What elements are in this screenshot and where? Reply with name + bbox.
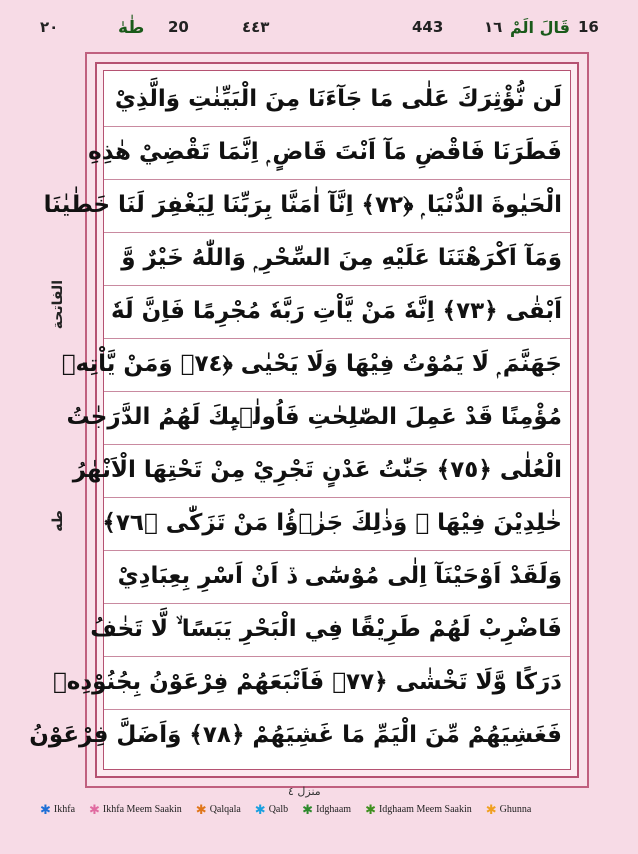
text-line (29, 707, 570, 763)
star-icon: ✱ (302, 802, 314, 817)
side-label-ruku: طه (50, 510, 66, 532)
legend-label: Ikhfa Meem Saakin (102, 804, 182, 815)
line-text: اَبْقٰى ﴿٧٣﴾ اِنَّهٗ مَنْ يَّاْتِ رَبَّهٗ مُجْرِمًا فَاِنَّ لَهٗ (111, 297, 562, 324)
legend-item (255, 803, 288, 816)
line-text: فَاضْرِبْ لَهُمْ طَرِيْقًا فِي الْبَحْرِ يَبَسًا ۙ لَّا تَخٰفُ (90, 615, 562, 642)
line-text: فَغَشِيَهُمْ مِّنَ الْيَمِّ مَا غَشِيَهُمْ ﴿٧٨﴾ وَاَضَلَّ فِرْعَوْنُ (29, 722, 562, 748)
legend-label: Qalb (268, 804, 289, 815)
text-line (90, 601, 570, 657)
para-number-ar: ١٦ (484, 18, 503, 36)
legend-label: Idghaam (316, 804, 352, 815)
legend-item (196, 803, 241, 816)
legend-label: Ghunna (499, 804, 532, 815)
para-number: 16 (578, 18, 599, 36)
line-text: لَن نُّؤْثِرَكَ عَلٰى مَا جَآءَنَا مِنَ الْبَيِّنٰتِ وَالَّذِيْ (114, 85, 562, 112)
star-icon: ✱ (89, 802, 100, 817)
star-icon: ✱ (40, 802, 51, 817)
text-line (104, 283, 570, 339)
legend-item (40, 803, 75, 816)
legend-item (486, 803, 532, 816)
juz-name: طٰهٰ (118, 18, 145, 38)
legend-label: Idghaam Meem Saakin (378, 804, 472, 815)
text-line (66, 389, 570, 445)
page-number-ar: ٤٤٣ (242, 18, 270, 36)
para-name: قَالَ الَمْ (510, 18, 570, 37)
line-text: خٰلِدِيْنَ فِيْهَا ۭ وَذٰلِكَ جَزٰۗؤُا مَنْ تَزَكّٰى ﴿٧٦﴾ (102, 509, 562, 536)
juz-number-ar: ٢٠ (40, 18, 59, 36)
legend-item (302, 803, 351, 816)
text-line (43, 177, 570, 233)
star-icon: ✱ (365, 802, 376, 817)
line-text: الْعُلٰى ﴿٧٥﴾ جَنّٰتُ عَدْنٍ تَجْرِيْ مِنْ تَحْتِهَا الْاَنْهٰرُ (72, 456, 562, 483)
side-label-surah: الفاتحة (50, 280, 66, 330)
text-line (104, 230, 570, 286)
text-line (104, 548, 570, 604)
text-line (72, 442, 570, 498)
line-text: وَمَآ اَكْرَهْتَنَا عَلَيْهِ مِنَ السِّحْرِ ۭ وَاللّٰهُ خَيْرٌ وَّ (121, 244, 562, 271)
star-icon: ✱ (254, 802, 266, 817)
star-icon: ✱ (485, 802, 497, 817)
juz-number: 20 (168, 18, 189, 36)
text-line (104, 495, 570, 551)
legend-item (89, 803, 182, 816)
text-line (88, 124, 570, 180)
line-text: جَهَنَّمَ ۭ لَا يَمُوْتُ فِيْهَا وَلَا يَحْيٰى ﴿٧٤﴾ وَمَنْ يَّاْتِهٖ (61, 350, 562, 377)
legend-label: Ikhfa (53, 804, 76, 815)
legend-label: Qalqala (209, 804, 241, 815)
tajweed-legend (40, 803, 598, 816)
manzil-label: منزل ٤ (288, 785, 321, 798)
line-text: الْحَيٰوةَ الدُّنْيَا ۭ ﴿٧٢﴾ اِنَّآ اٰمَنَّا بِرَبِّنَا لِيَغْفِرَ لَنَا خَطٰيٰنَا (43, 191, 562, 218)
legend-item (365, 803, 472, 816)
line-text: وَلَقَدْ اَوْحَيْنَآ اِلٰى مُوْسٰٓى ڏ اَنْ اَسْرِ بِعِبَادِيْ (117, 562, 562, 589)
line-text: دَرَكًا وَّلَا تَخْشٰى ﴿٧٧﴾ فَاَتْبَعَهُمْ فِرْعَوْنُ بِجُنُوْدِهٖ (52, 668, 562, 695)
text-line (52, 654, 570, 710)
line-text: فَطَرَنَا فَاقْضِ مَآ اَنْتَ قَاضٍ ۭ اِنَّمَا تَقْضِيْ هٰذِهِ (88, 138, 562, 165)
star-icon: ✱ (195, 802, 207, 817)
line-text: مُؤْمِنًا قَدْ عَمِلَ الصّٰلِحٰتِ فَاُولٰۗىِٕكَ لَهُمُ الدَّرَجٰتُ (66, 403, 562, 430)
text-line (104, 71, 570, 127)
page-number: 443 (412, 18, 444, 36)
text-line (61, 336, 570, 392)
